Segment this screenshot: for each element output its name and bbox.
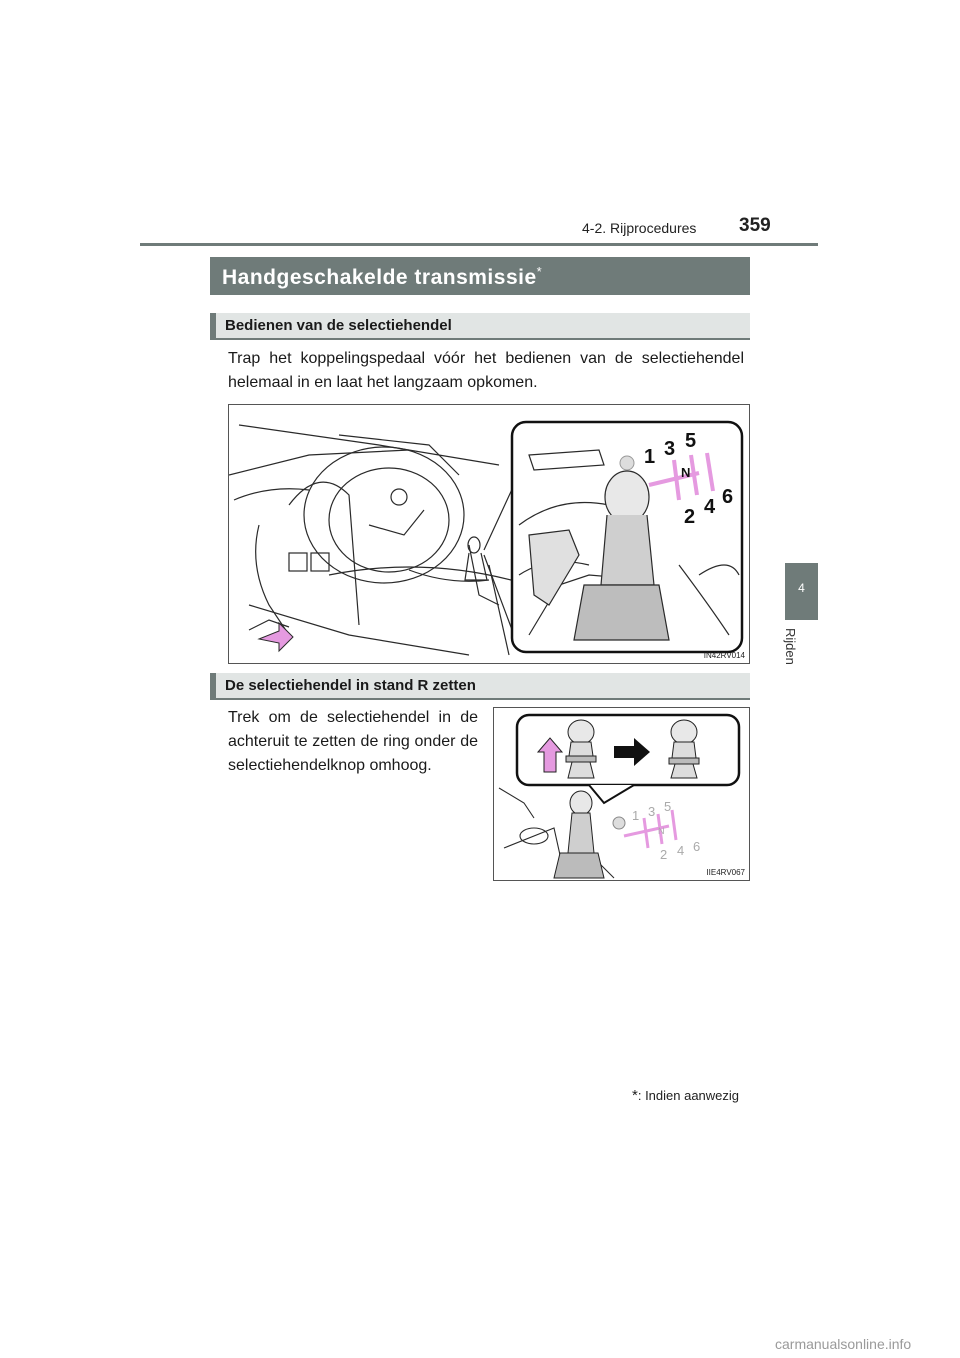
footnote [632,1087,739,1104]
chapter-number: 4 [798,581,805,595]
gear-6: 6 [722,486,734,508]
chapter-tab [785,563,818,620]
gear-5: 5 [685,430,697,452]
page-title-bar [210,257,750,295]
gear-1: 1 [632,808,640,823]
gear-n: N [681,465,691,480]
chapter-label: Rijden [783,628,798,665]
figure-code: IN42RV014 [703,651,745,660]
section-heading-bar [210,313,750,340]
gear-5: 5 [664,799,672,814]
footnote-marker: * [632,1087,638,1104]
footnote-text: : Indien aanwezig [637,1088,740,1103]
gear-4: 4 [677,843,685,858]
reverse-icon [620,456,634,470]
gear-2: 2 [684,506,696,528]
gear-3: 3 [664,438,676,460]
figure-illustration [229,405,749,663]
section-body: Trek om de selectiehendel in de achteruit te zetten de ring onder de selectiehendelknop omhoog. [228,709,478,774]
section-breadcrumb: 4-2. Rijprocedures [582,220,697,236]
section-heading-bar [210,673,750,700]
gear-n: N [658,826,665,836]
page-title-text: Handgeschakelde transmissie [222,266,537,289]
header-divider [140,243,818,246]
gear-1: 1 [644,446,656,468]
gear-3: 3 [648,804,656,819]
section-body: Trap het koppelingspedaal vóór het bedienen van de selectiehendel helemaal in en laat het langzaam opkomen. [228,350,744,391]
gear-4: 4 [704,496,716,518]
page-title [222,264,542,290]
reverse-icon [613,817,625,829]
section-heading: De selectiehendel in stand R zetten [225,677,476,694]
section-heading: Bedienen van de selectiehendel [225,317,452,334]
figure-code: IIE4RV067 [706,868,745,877]
optional-marker: * [536,264,543,279]
figure-illustration [494,708,749,880]
gear-6: 6 [693,839,701,854]
figure-reverse-ring [493,707,750,881]
page-number: 359 [739,215,771,236]
watermark: carmanualsonline.info [775,1336,912,1352]
gear-2: 2 [660,847,668,862]
figure-shift-lever [228,404,750,664]
